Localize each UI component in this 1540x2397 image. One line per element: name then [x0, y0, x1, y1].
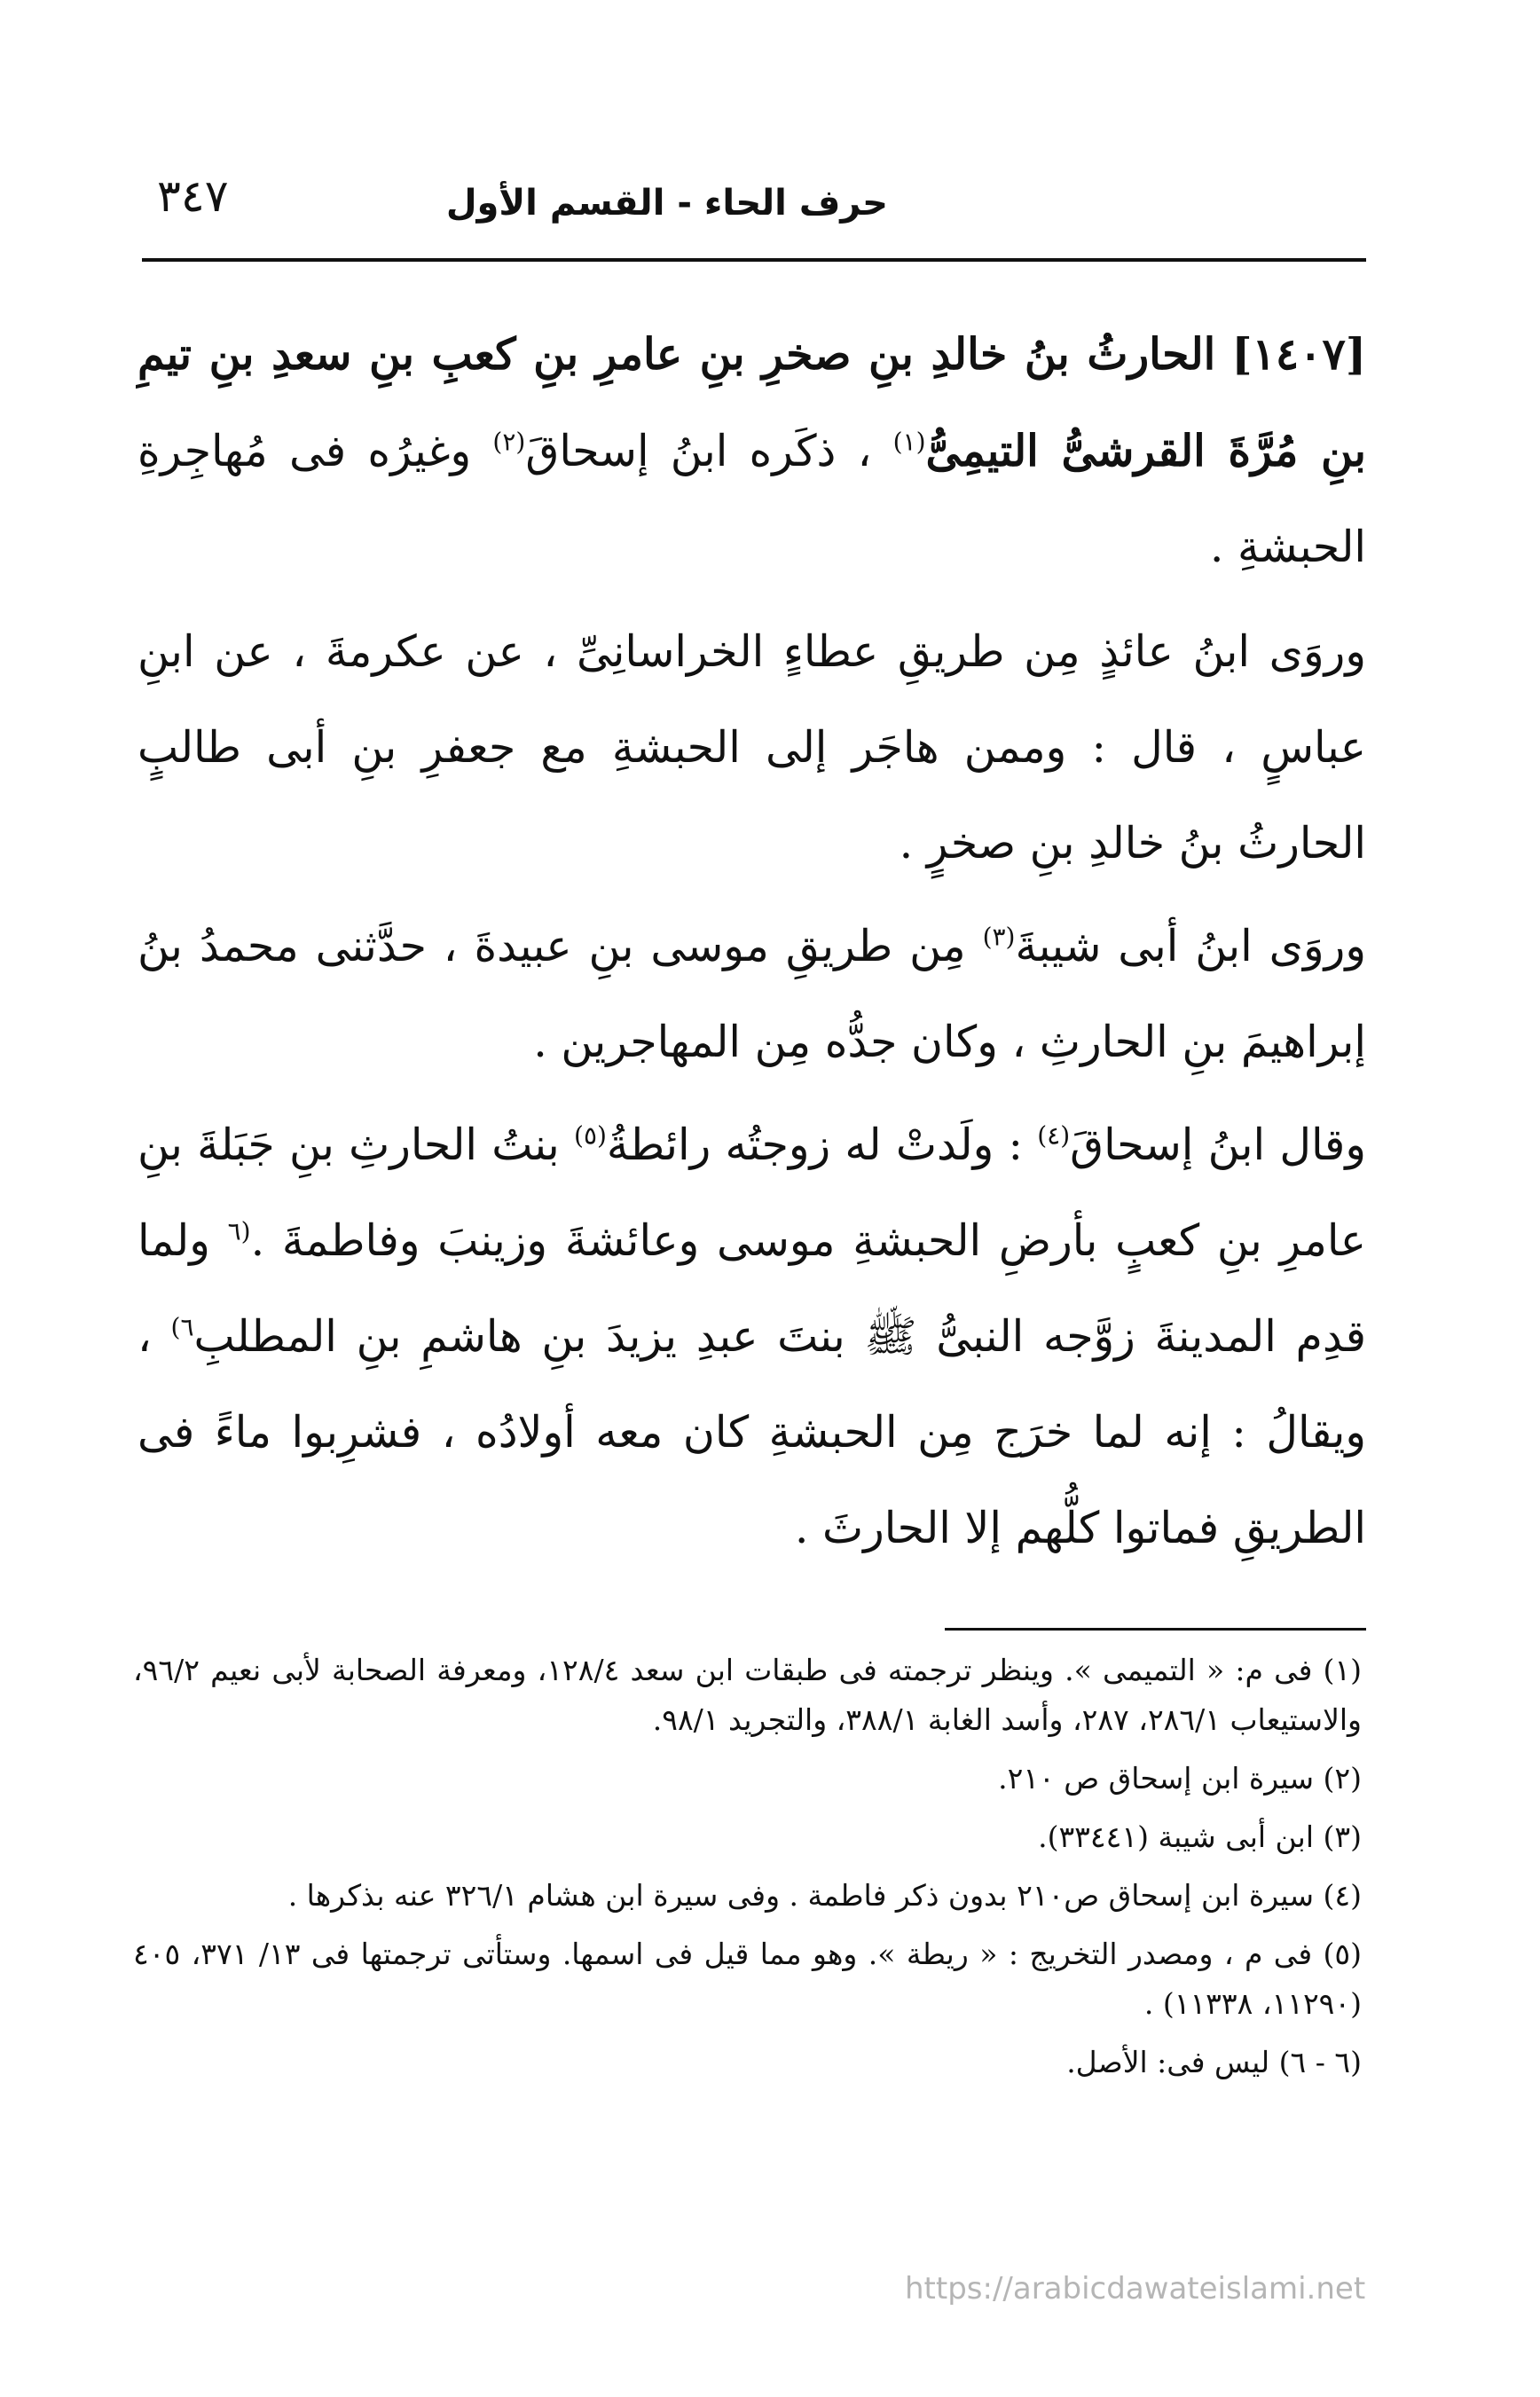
- footnote-ref-2[interactable]: (٢): [492, 427, 526, 457]
- paragraph-4: [138, 1097, 1366, 1576]
- header-rule: [142, 258, 1366, 262]
- paragraph-2: وروَى ابنُ عائذٍ مِن طريقِ عطاءٍ الخراسانِىِّ ، عن عكرمةَ ، عن ابنِ عباسٍ ، قال : وممن هاجَر إلى الحبشةِ مع جعفرِ بنِ أبى طالبٍ الحارثُ بنُ خالدِ بنِ صخرٍ .: [138, 626, 1366, 868]
- footnote-4: (٤) سيرة ابن إسحاق ص٢١٠ بدون ذكر فاطمة . وفى سيرة ابن هشام ٣٢٦/١ عنه بذكرها .: [287, 1878, 1362, 1913]
- footnote-2: (٢) سيرة ابن إسحاق ص ٢١٠.: [998, 1761, 1362, 1796]
- paragraph-4-start: وقال ابنُ إسحاقَ: [1070, 1120, 1367, 1170]
- paragraph-3-end: مِن طريقِ موسى بنِ عبيدةَ ، حدَّثنى محمدُ بنُ إبراهيمَ بنِ الحارثِ ، وكان جدُّه مِن المهاجرين .: [138, 921, 1366, 1067]
- watermark-url: https://arabicdawateislami.net: [905, 2271, 1366, 2307]
- footnote-ref-4[interactable]: (٤): [1037, 1120, 1071, 1151]
- paragraph-4-end: ، ويقالُ : إنه لما خرَج مِن الحبشةِ كان معه أولادُه ، فشرِبوا ماءً فى الطريقِ فماتوا كلُّهم إلا الحارثَ .: [138, 1311, 1366, 1553]
- paragraph-3: [138, 899, 1366, 1090]
- entry-name: الحارثُ بنُ خالدِ بنِ صخرِ بنِ عامرِ بنِ كعبِ بنِ سعدِ بنِ تيمِ بنِ مُرَّةَ القرشىُّ التيمِىُّ: [138, 328, 1366, 476]
- footnote-rule: [945, 1628, 1366, 1631]
- paragraph-3-start: وروَى ابنُ أبى شيبةَ: [1015, 921, 1367, 971]
- main-text: [138, 306, 1366, 1584]
- footnote-5: (٥) فى م ، ومصدر التخريج : « ريطة ». وهو مما قيل فى اسمها. وستأتى ترجمتها فى ١٣/ ٣٧١، ٤٠٥ (١١٢٩٠، ١١٣٣٨) .: [133, 1937, 1362, 2021]
- footnotes: [133, 1646, 1362, 2096]
- entry-number: [١٤٠٧]: [1231, 328, 1367, 380]
- footnote-6: (٦ - ٦) ليس فى: الأصل.: [1066, 2045, 1362, 2079]
- paragraph-4-part-b: : ولَدتْ له زوجتُه رائطةُ: [606, 1120, 1023, 1170]
- entry-paragraph: [138, 306, 1366, 595]
- footnote-ref-6-close[interactable]: ٦): [170, 1312, 194, 1342]
- paragraph-4-part-d: ولما قدِم المدينةَ زوَّجه النبىُّ ﷺ بنتَ عبدِ يزيدَ بنِ هاشمِ بنِ المطلبِ: [138, 1215, 1366, 1362]
- footnote-ref-1[interactable]: (١): [892, 427, 926, 457]
- footnote-ref-6-open[interactable]: (٦: [227, 1216, 251, 1246]
- running-title: حرف الحاء - القسم الأول: [445, 183, 888, 224]
- footnote-ref-3[interactable]: (٣): [982, 922, 1016, 952]
- page-header: [146, 158, 1367, 238]
- page-number: ٣٤٧: [157, 170, 229, 222]
- entry-text-end: وغيرُه فى مُهاجِرةِ الحبشةِ .: [138, 426, 1366, 572]
- footnote-ref-5[interactable]: (٥): [574, 1120, 607, 1151]
- entry-text: ، ذكَره ابنُ إسحاقَ: [525, 426, 872, 476]
- footnote-1: (١) فى م: « التميمى ». وينظر ترجمته فى طبقات ابن سعد ١٢٨/٤، ومعرفة الصحابة لأبى نعيم ٩٦/٢، والاستيعاب ٢٨٦/١، ٢٨٧، وأسد الغابة ٣٨٨/١، والتجريد ٩٨/١.: [133, 1653, 1363, 1737]
- footnote-3: (٣) ابن أبى شيبة (٣٣٤٤١).: [1038, 1819, 1362, 1854]
- paragraph-4-part-c: بنتُ الحارثِ بنِ جَبَلةَ بنِ عامرِ بنِ كعبٍ بأرضِ الحبشةِ موسى وعائشةَ وزينبَ وفاطمةَ .: [138, 1120, 1366, 1266]
